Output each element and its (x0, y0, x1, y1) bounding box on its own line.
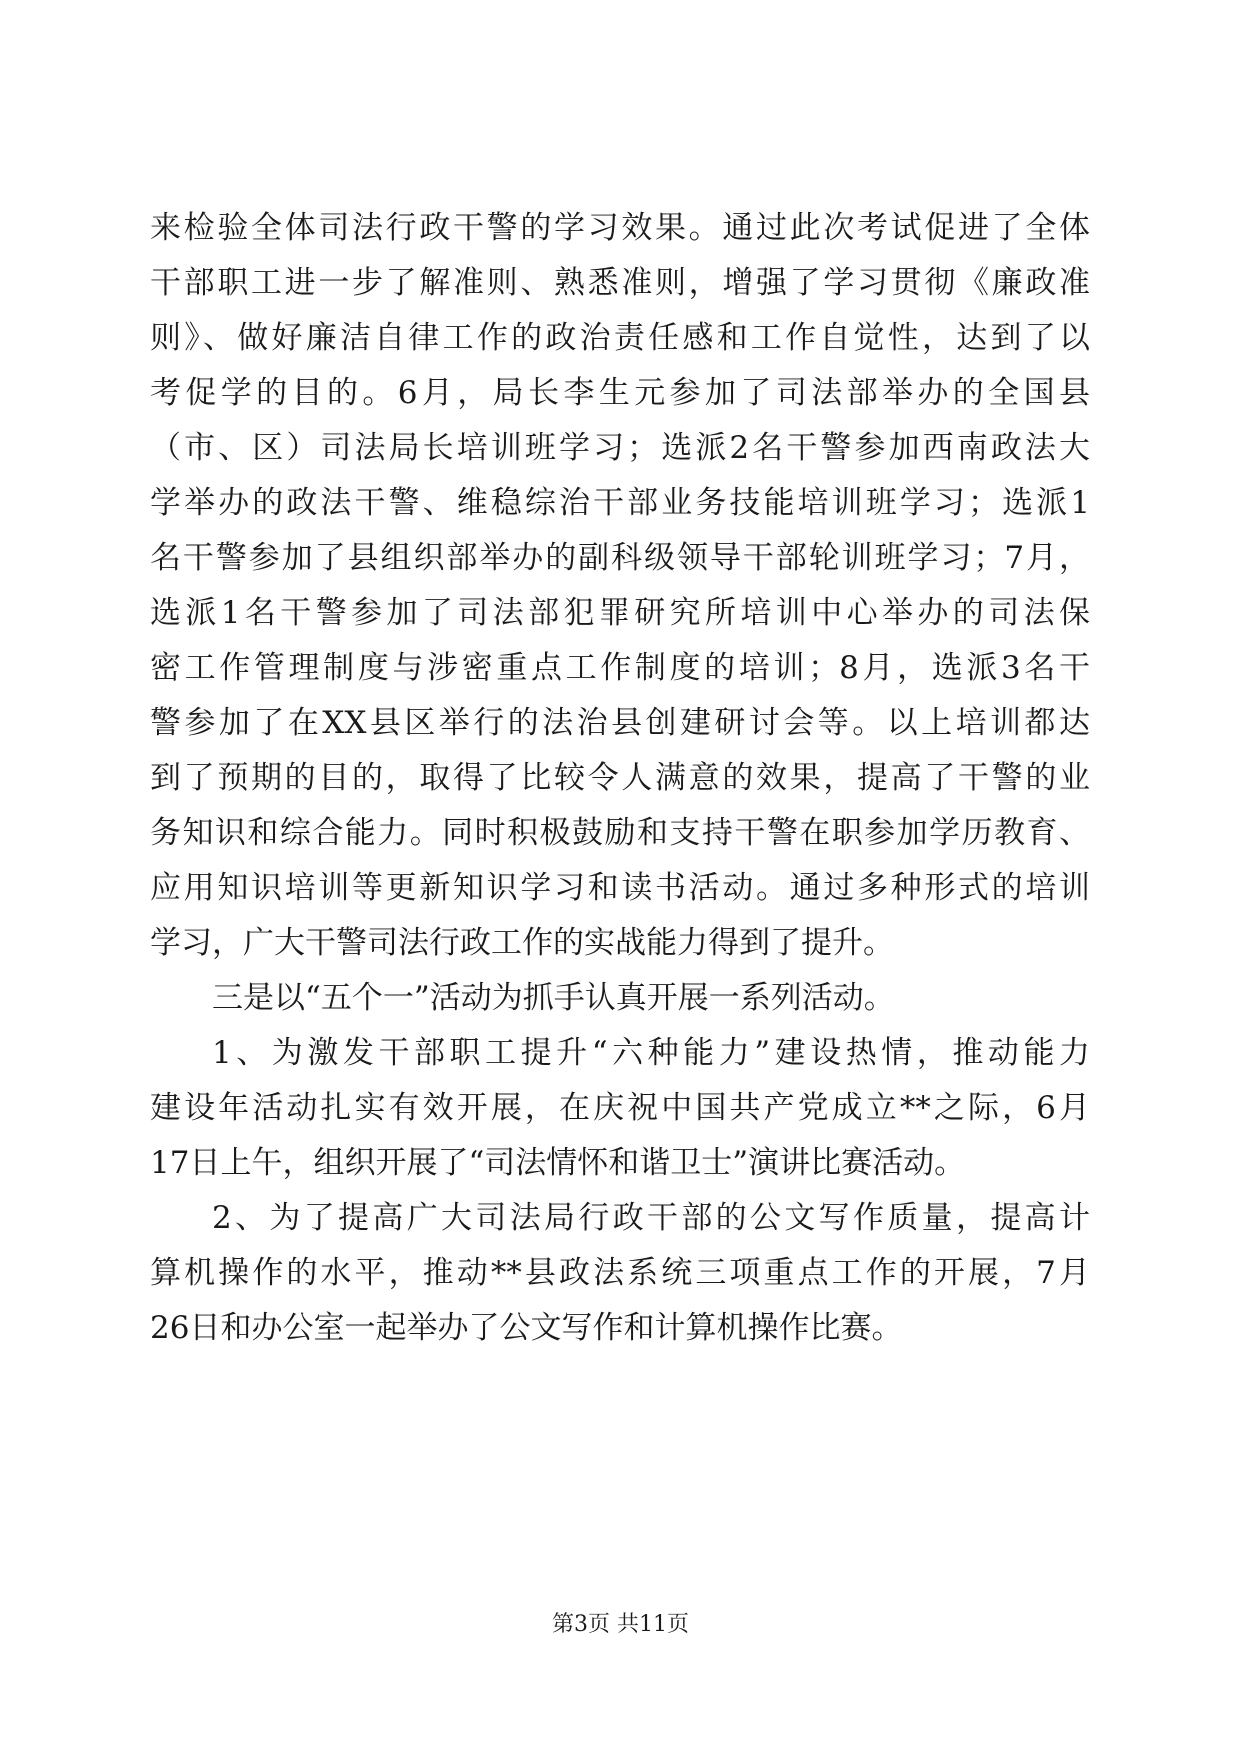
text-line-19: 2、为了提高广大司法局行政干部的公文写作质量，提高计 (212, 1200, 1090, 1236)
text-line-1: 来检验全体司法行政干警的学习效果。通过此次考试促进了全体 (150, 210, 1090, 246)
text-line-15: 三是以“五个一”活动为抓手认真开展一系列活动。 (212, 980, 895, 1016)
text-line-14: 学习，广大干警司法行政工作的实战能力得到了提升。 (150, 925, 894, 961)
text-line-11: 到了预期的目的，取得了比较令人满意的效果，提高了干警的业 (150, 760, 1090, 796)
text-line-18: 17日上午，组织开展了“司法情怀和谐卫士”演讲比赛活动。 (150, 1145, 966, 1181)
text-line-17: 建设年活动扎实有效开展，在庆祝中国共产党成立**之际，6月 (150, 1090, 1090, 1126)
text-line-7: 名干警参加了县组织部举办的副科级领导干部轮训班学习；7月， (150, 540, 1090, 576)
page-footer: 第3页 共11页 (552, 1612, 689, 1637)
text-line-6: 学举办的政法干警、维稳综治干部业务技能培训班学习；选派1 (150, 485, 1090, 521)
text-line-12: 务知识和综合能力。同时积极鼓励和支持干警在职参加学历教育、 (150, 815, 1090, 851)
text-line-5: （市、区）司法局长培训班学习；选派2名干警参加西南政法大 (150, 430, 1090, 466)
text-line-4: 考促学的目的。6月，局长李生元参加了司法部举办的全国县 (150, 375, 1090, 411)
text-line-2: 干部职工进一步了解准则、熟悉准则，增强了学习贯彻《廉政准 (150, 265, 1090, 301)
text-line-10: 警参加了在XX县区举行的法治县创建研讨会等。以上培训都达 (150, 705, 1090, 741)
text-line-13: 应用知识培训等更新知识学习和读书活动。通过多种形式的培训 (150, 870, 1090, 906)
text-line-21: 26日和办公室一起举办了公文写作和计算机操作比赛。 (150, 1310, 903, 1346)
text-line-3: 则》、做好廉洁自律工作的政治责任感和工作自觉性，达到了以 (150, 320, 1090, 356)
text-line-9: 密工作管理制度与涉密重点工作制度的培训；8月，选派3名干 (150, 650, 1090, 686)
text-line-20: 算机操作的水平，推动**县政法系统三项重点工作的开展，7月 (150, 1255, 1090, 1291)
text-line-8: 选派1名干警参加了司法部犯罪研究所培训中心举办的司法保 (150, 595, 1090, 631)
text-line-16: 1、为激发干部职工提升“六种能力”建设热情，推动能力 (212, 1035, 1090, 1071)
